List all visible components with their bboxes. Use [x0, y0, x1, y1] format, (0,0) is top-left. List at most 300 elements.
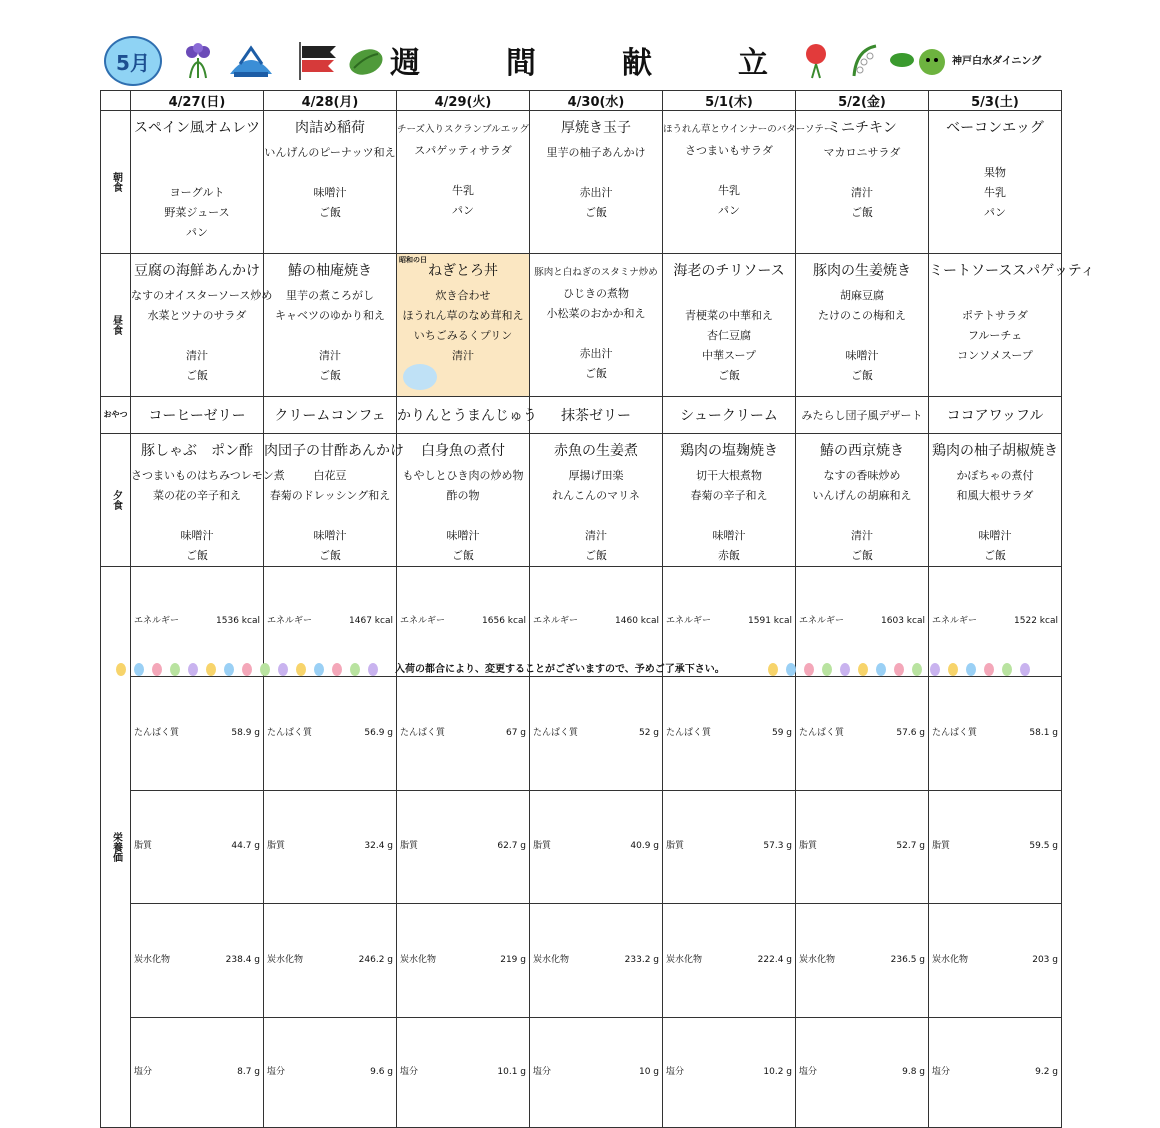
side-dish: 酢の物	[446, 489, 480, 502]
balloon-icon	[152, 663, 162, 676]
side-dish	[131, 163, 263, 183]
nutrient-label: たんぱく質	[530, 677, 596, 791]
snack-item: かりんとうまんじゅう	[397, 408, 537, 424]
side-dish: 清汁	[319, 349, 341, 362]
lily-of-valley-icon	[846, 40, 886, 80]
side-dishes	[796, 143, 928, 243]
side-dishes	[663, 141, 795, 241]
side-dish: 清汁	[851, 186, 873, 199]
day-header: 5/3(土)	[929, 91, 1062, 111]
side-dish: 和風大根サラダ	[956, 489, 1034, 502]
balloon-icon	[876, 663, 886, 676]
nutrition-line	[397, 790, 529, 904]
dinner-cell	[131, 434, 285, 567]
side-dish: ご飯	[452, 549, 474, 562]
row-label-lunch: 昼食	[101, 254, 131, 397]
breakfast-cell	[397, 111, 530, 254]
iris-flower-icon	[178, 40, 218, 80]
lunch-cell	[530, 254, 663, 397]
nutrition-line	[796, 677, 928, 791]
side-dish: 清汁	[585, 529, 607, 542]
balloon-icon	[314, 663, 324, 676]
balloon-icon	[804, 663, 814, 676]
nutrient-value: 52.7 g	[862, 790, 928, 904]
side-dishes	[131, 286, 273, 386]
nutrient-value: 9.8 g	[902, 1066, 925, 1077]
side-dishes	[530, 284, 662, 384]
side-dish: ヨーグルト	[169, 186, 225, 199]
main-dish: 豚肉と白ねぎのスタミナ炒め	[534, 267, 658, 278]
nutrient-value: 246.2 g	[330, 904, 396, 1018]
main-dish: 鰆の西京焼き	[820, 443, 904, 459]
dinner-cell	[929, 434, 1062, 567]
row-label-snack: おやつ	[101, 397, 131, 434]
nutrition-line	[264, 1017, 396, 1127]
breakfast-cell	[929, 111, 1062, 254]
side-dishes	[530, 143, 662, 243]
nutrient-label: 塩分	[932, 1066, 951, 1077]
side-dish: ご飯	[319, 369, 341, 382]
nutrient-label: 塩分	[533, 1066, 552, 1077]
balloon-icon	[768, 663, 778, 676]
koinobori-icon	[296, 40, 342, 80]
nutrient-label: 炭水化物	[530, 904, 596, 1018]
side-dish: ご飯	[319, 549, 341, 562]
side-dish: 野菜ジュース	[164, 206, 230, 219]
side-dish	[264, 163, 396, 183]
nutrient-value: 203 g	[995, 904, 1061, 1018]
nutrient-value: 1536 kcal	[197, 567, 263, 677]
breakfast-cell	[264, 111, 397, 254]
side-dishes	[929, 143, 1061, 243]
side-dish: パン	[186, 226, 208, 239]
nutrition-line	[397, 1017, 529, 1127]
side-dish	[796, 163, 928, 183]
side-dish	[796, 326, 928, 346]
side-dish: ご飯	[585, 367, 607, 380]
nutrient-label: 脂質	[397, 790, 463, 904]
side-dishes	[929, 466, 1061, 566]
side-dish: ご飯	[851, 369, 873, 382]
nutrition-cell	[264, 567, 397, 1128]
balloon-icon	[368, 663, 378, 676]
main-dish: 鶏肉の柚子胡椒焼き	[932, 443, 1058, 459]
balloons-right	[764, 655, 1034, 685]
nutrient-label: 塩分	[400, 1066, 419, 1077]
nutrient-label: エネルギー	[663, 567, 729, 677]
nutrient-label: 塩分	[666, 1066, 685, 1077]
nutrition-line	[397, 904, 529, 1018]
snack-cell	[929, 397, 1062, 434]
side-dish	[264, 506, 396, 526]
nutrient-value: 1467 kcal	[330, 567, 396, 677]
side-dish: 青梗菜の中華和え	[685, 309, 773, 322]
side-dish: 中華スープ	[702, 349, 756, 362]
nutrient-value: 236.5 g	[862, 904, 928, 1018]
nutrition-line	[264, 790, 396, 904]
nutrient-value: 1603 kcal	[862, 567, 928, 677]
nutrition-table	[530, 567, 662, 1127]
nutrient-value: 1522 kcal	[995, 567, 1061, 677]
day-header: 4/29(火)	[397, 91, 530, 111]
nutrient-label: たんぱく質	[663, 677, 729, 791]
nutrition-cell	[663, 567, 796, 1128]
balloon-icon	[894, 663, 904, 676]
snack-item: 抹茶ゼリー	[561, 408, 631, 424]
snack-cell	[663, 397, 796, 434]
side-dish: 赤出汁	[579, 347, 613, 360]
side-dish: パン	[984, 206, 1006, 219]
nutrition-line	[530, 677, 662, 791]
side-dish	[663, 221, 795, 241]
nutrition-line	[530, 790, 662, 904]
side-dish: 胡麻豆腐	[840, 289, 884, 302]
lunch-cell	[796, 254, 929, 397]
nutrient-value: 58.9 g	[197, 677, 263, 791]
balloon-icon	[206, 663, 216, 676]
day-header: 4/30(水)	[530, 91, 663, 111]
nutrition-line	[663, 677, 795, 791]
nutrient-label: 脂質	[796, 790, 862, 904]
nutrient-label: 炭水化物	[796, 904, 862, 1018]
nutrition-line	[796, 1017, 928, 1127]
side-dish: ほうれん草のなめ茸和え	[402, 309, 524, 322]
nutrient-value: 9.2 g	[1035, 1066, 1058, 1077]
title-char: 立	[738, 46, 770, 81]
nutrient-value: 44.7 g	[197, 790, 263, 904]
sprout-mascot-icon	[888, 40, 948, 80]
snack-cell	[131, 397, 264, 434]
nutrient-value: 67 g	[463, 677, 529, 791]
side-dish: れんこんのマリネ	[552, 489, 640, 502]
side-dish: いんげんのピーナッツ和え	[264, 146, 396, 159]
nutrient-label: たんぱく質	[929, 677, 995, 791]
nutrition-line	[929, 677, 1061, 791]
side-dish: 味噌汁	[845, 349, 879, 362]
nutrient-value: 219 g	[463, 904, 529, 1018]
title-char: 週	[390, 46, 422, 81]
side-dish: ご飯	[851, 549, 873, 562]
nutrition-line	[264, 677, 396, 791]
nutrient-label: エネルギー	[796, 567, 862, 677]
nutrient-value: 58.1 g	[995, 677, 1061, 791]
title-char: 間	[506, 46, 538, 81]
header	[100, 32, 1060, 88]
row-label-dinner: 夕食	[101, 434, 131, 567]
nutrient-label: 脂質	[131, 790, 197, 904]
side-dish: パン	[718, 204, 740, 217]
balloon-icon	[170, 663, 180, 676]
row-label-breakfast: 朝食	[101, 111, 131, 254]
side-dish	[530, 506, 662, 526]
balloon-icon	[278, 663, 288, 676]
nutrient-label: 塩分	[799, 1066, 818, 1077]
side-dish: ポテトサラダ	[962, 309, 1028, 322]
side-dish	[530, 163, 662, 183]
kashiwa-mochi-icon	[346, 40, 386, 80]
nutrition-cell	[530, 567, 663, 1128]
side-dish: 清汁	[851, 529, 873, 542]
snack-row	[101, 397, 1062, 434]
side-dish: 切干大根煮物	[696, 469, 762, 482]
side-dish: なすのオイスターソース炒め	[131, 289, 273, 302]
nutrition-line	[131, 904, 263, 1018]
nutrition-table	[131, 567, 263, 1127]
main-dish: 白身魚の煮付	[421, 443, 505, 459]
side-dish	[929, 506, 1061, 526]
side-dish: 味噌汁	[313, 529, 347, 542]
main-dish: 赤魚の生姜煮	[554, 443, 638, 459]
date-header-row	[101, 91, 1062, 111]
side-dish: 春菊のドレッシング和え	[269, 489, 391, 502]
side-dish: ご飯	[186, 549, 208, 562]
snack-item: ココアワッフル	[946, 408, 1044, 424]
dinner-row	[101, 434, 1062, 567]
side-dishes	[663, 466, 795, 566]
main-dish: ベーコンエッグ	[946, 120, 1044, 136]
carnation-icon	[796, 40, 836, 80]
side-dish: ご飯	[718, 369, 740, 382]
nutrient-value: 40.9 g	[596, 790, 662, 904]
nutrient-value: 52 g	[596, 677, 662, 791]
nutrition-line	[131, 790, 263, 904]
nutrition-line	[929, 790, 1061, 904]
side-dish: パン	[452, 204, 474, 217]
balloon-icon	[930, 663, 940, 676]
balloon-icon	[840, 663, 850, 676]
page-title	[390, 38, 770, 82]
snack-cell	[796, 397, 929, 434]
lunch-row	[101, 254, 1062, 397]
main-dish: 豆腐の海鮮あんかけ	[134, 263, 260, 279]
kabuto-helmet-icon	[226, 40, 276, 80]
side-dish: もやしとひき肉の炒め物	[402, 469, 524, 482]
main-dish: スペイン風オムレツ	[134, 120, 260, 136]
nutrition-line	[131, 677, 263, 791]
breakfast-row	[101, 111, 1062, 254]
side-dishes	[796, 466, 928, 566]
day-header: 4/27(日)	[131, 91, 264, 111]
nutrition-line	[663, 904, 795, 1018]
nutrition-cell	[796, 567, 929, 1128]
nutrient-value: 10 g	[638, 1066, 659, 1077]
balloon-icon	[822, 663, 832, 676]
side-dish	[397, 161, 529, 181]
side-dish: 味噌汁	[978, 529, 1012, 542]
side-dish: スパゲッティサラダ	[414, 144, 512, 157]
nutrient-value: 57.6 g	[862, 677, 928, 791]
balloon-icon	[296, 663, 306, 676]
side-dish	[397, 506, 529, 526]
balloon-icon	[984, 663, 994, 676]
side-dish: フルーチェ	[967, 329, 1023, 342]
day-header: 5/1(木)	[663, 91, 796, 111]
main-dish: ミニチキン	[827, 120, 897, 136]
side-dish	[929, 223, 1061, 243]
breakfast-cell	[530, 111, 663, 254]
side-dishes	[796, 286, 928, 386]
nutrition-line	[796, 790, 928, 904]
side-dish: ご飯	[319, 206, 341, 219]
side-dish	[929, 286, 1061, 306]
side-dish: マカロニサラダ	[823, 146, 901, 159]
side-dishes	[929, 286, 1061, 386]
balloon-icon	[188, 663, 198, 676]
nutrient-label: たんぱく質	[796, 677, 862, 791]
lunch-cell	[397, 254, 530, 397]
nutrition-cell	[397, 567, 530, 1128]
nutrient-label: 炭水化物	[131, 904, 197, 1018]
balloon-icon	[948, 663, 958, 676]
day-header: 5/2(金)	[796, 91, 929, 111]
side-dish: 味噌汁	[712, 529, 746, 542]
nutrition-row	[101, 567, 1062, 1128]
side-dish	[131, 506, 263, 526]
side-dish: キャベツのゆかり和え	[275, 309, 385, 322]
side-dish: 里芋の煮ころがし	[286, 289, 374, 302]
side-dish: 味噌汁	[446, 529, 480, 542]
main-dish: ねぎとろ丼	[428, 263, 498, 279]
snack-item: みたらし団子風デザート	[801, 409, 923, 422]
side-dishes	[530, 466, 662, 566]
nutrition-table	[397, 567, 529, 1127]
side-dish: 里芋の柚子あんかけ	[546, 146, 646, 159]
nutrient-value: 233.2 g	[596, 904, 662, 1018]
side-dish: 水菜とツナのサラダ	[147, 309, 247, 322]
dinner-cell	[796, 434, 929, 567]
nutrition-line	[929, 1017, 1061, 1127]
side-dishes	[131, 143, 263, 243]
holiday-tag: 昭和の日	[399, 256, 427, 264]
nutrition-line	[663, 1017, 795, 1127]
nutrient-value: 9.6 g	[370, 1066, 393, 1077]
nutrient-value: 10.1 g	[497, 1066, 526, 1077]
nutrition-line	[397, 677, 529, 791]
side-dish: 白花豆	[313, 469, 347, 482]
nutrition-line	[131, 1017, 263, 1127]
side-dish: 杏仁豆腐	[707, 329, 751, 342]
side-dish: 清汁	[186, 349, 208, 362]
main-dish: 厚焼き玉子	[561, 120, 631, 136]
nutrient-label: たんぱく質	[397, 677, 463, 791]
side-dish: たけのこの梅和え	[818, 309, 906, 322]
side-dish: コンソメスープ	[957, 349, 1033, 362]
side-dishes	[397, 466, 529, 566]
nutrient-label: 炭水化物	[264, 904, 330, 1018]
dinner-cell	[264, 434, 404, 567]
nutrition-cell	[131, 567, 264, 1128]
nutrition-line	[530, 904, 662, 1018]
snack-item: シュークリーム	[680, 408, 778, 424]
nutrition-cell	[929, 567, 1062, 1128]
side-dish: いんげんの胡麻和え	[812, 489, 912, 502]
side-dish: いちごみるくプリン	[413, 329, 513, 342]
side-dishes	[131, 466, 285, 566]
side-dishes	[264, 286, 396, 386]
side-dish: 牛乳	[984, 186, 1006, 199]
nutrition-line	[264, 904, 396, 1018]
nutrition-table	[264, 567, 396, 1127]
nutrition-table	[663, 567, 795, 1127]
side-dish	[530, 324, 662, 344]
snack-item: クリームコンフェ	[274, 408, 386, 424]
side-dishes	[663, 286, 795, 386]
side-dish: 赤出汁	[579, 186, 613, 199]
lunch-cell	[929, 254, 1095, 397]
balloon-icon	[332, 663, 342, 676]
main-dish: 肉団子の甘酢あんかけ	[264, 443, 404, 459]
nutrient-value: 62.7 g	[463, 790, 529, 904]
side-dish	[663, 161, 795, 181]
lunch-cell	[663, 254, 796, 397]
nutrient-value: 1591 kcal	[729, 567, 795, 677]
side-dish: さつまいものはちみつレモン煮	[131, 469, 285, 482]
row-label-nutrition: 栄養価	[101, 567, 131, 1128]
side-dish: 厚揚げ田楽	[568, 469, 624, 482]
dinner-cell	[663, 434, 796, 567]
side-dish	[397, 221, 529, 241]
main-dish: チーズ入りスクランブルエッグ	[397, 124, 529, 135]
side-dish	[131, 326, 263, 346]
main-dish: 海老のチリソース	[673, 263, 785, 279]
balloon-icon	[224, 663, 234, 676]
main-dish: 豚しゃぶ ポン酢	[141, 443, 253, 459]
title-char: 献	[622, 46, 654, 81]
snack-item: コーヒーゼリー	[148, 408, 246, 424]
nutrition-table	[796, 567, 928, 1127]
dinner-cell	[397, 434, 530, 567]
lunch-cell	[264, 254, 397, 397]
nutrient-value: 59 g	[729, 677, 795, 791]
nutrient-label: エネルギー	[264, 567, 330, 677]
side-dish: 赤飯	[718, 549, 740, 562]
nutrient-label: たんぱく質	[264, 677, 330, 791]
side-dish: 牛乳	[452, 184, 474, 197]
nutrient-value: 222.4 g	[729, 904, 795, 1018]
nutrition-line	[929, 904, 1061, 1018]
side-dish	[796, 223, 928, 243]
nutrient-value: 56.9 g	[330, 677, 396, 791]
nutrient-label: 脂質	[929, 790, 995, 904]
nutrient-label: 炭水化物	[663, 904, 729, 1018]
month-badge: 5月	[104, 36, 162, 86]
nutrient-label: エネルギー	[397, 567, 463, 677]
brand-name: 神戸白水ダイニング	[952, 56, 1042, 67]
balloon-icon	[786, 663, 796, 676]
nutrient-label: たんぱく質	[131, 677, 197, 791]
main-dish: 鰆の柚庵焼き	[288, 263, 372, 279]
main-dish: ほうれん草とウインナーのバターソテー	[663, 124, 834, 135]
balloon-icon	[1002, 663, 1012, 676]
side-dish: 味噌汁	[180, 529, 214, 542]
side-dish: 清汁	[452, 349, 474, 362]
side-dish	[264, 326, 396, 346]
side-dish: 菜の花の辛子和え	[153, 489, 241, 502]
nutrient-value: 10.2 g	[763, 1066, 792, 1077]
snack-cell	[397, 397, 537, 434]
nutrition-line	[796, 904, 928, 1018]
main-dish: 豚肉の生姜焼き	[813, 263, 911, 279]
wave-decoration	[403, 364, 437, 390]
side-dish: ご飯	[851, 206, 873, 219]
nutrient-label: 脂質	[264, 790, 330, 904]
side-dish	[131, 143, 263, 163]
balloon-icon	[134, 663, 144, 676]
day-header: 4/28(月)	[264, 91, 397, 111]
side-dish	[264, 223, 396, 243]
nutrient-value: 1656 kcal	[463, 567, 529, 677]
nutrient-value: 238.4 g	[197, 904, 263, 1018]
